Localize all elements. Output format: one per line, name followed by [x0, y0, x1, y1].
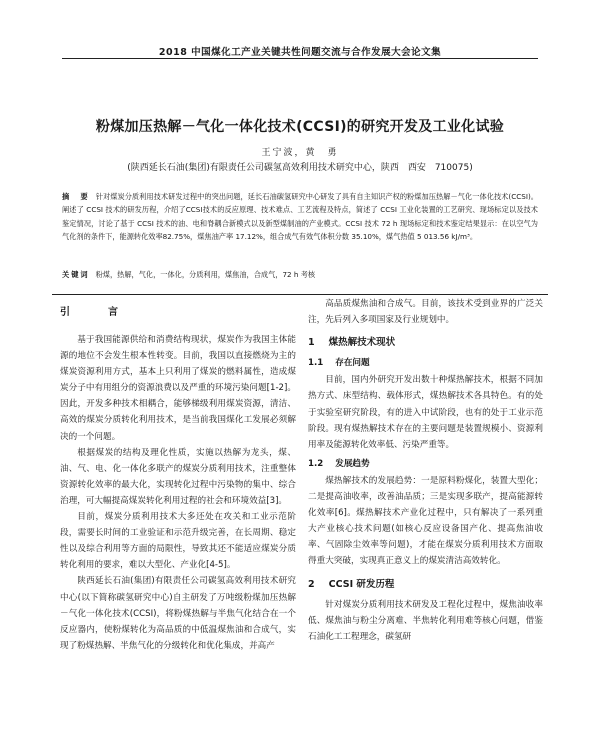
paper-title: 粉煤加压热解－气化一体化技术(CCSI)的研究开发及工业化试验 — [95, 119, 505, 135]
section-title: CCSI 研发历程 — [328, 578, 395, 590]
affiliation: (陕西延长石油(集团)有限责任公司碳氢高效利用技术研究中心，陕西 西安 710075) — [127, 163, 473, 173]
left-column — [60, 332, 296, 654]
subsection-title: 发展趋势 — [335, 458, 370, 469]
paragraph: 基于我国能源供给和消费结构现状，煤炭作为我国主体能源的地位不会发生根本性转变。目前，我国以直接燃烧为主的煤炭资源利用方式，基本上只利用了煤炭的燃料属性，造成煤炭分子中有用组分的资源浪费以及严重的环境污染问题[1-2]。因此，开发多种技术相耦合，能够梯级利用煤炭资源，清洁、高效的煤炭分质转化利用技术，是当前我国煤化工发展必须解决的一个问题。 — [60, 335, 296, 442]
paragraph: 陕西延长石油(集团)有限责任公司碳氢高效利用技术研究中心(以下简称碳氢研究中心)自主研发了万吨级粉煤加压热解－气化一体化技术(CCSI)，将粉煤热解与半焦气化结合在一个反应器内，使粉煤转化为高品质的中低温煤焦油和合成气，实现了粉煤热解、半焦气化的分级转化和优化集成，并高产 — [60, 576, 296, 651]
section-number: 1 — [308, 337, 315, 349]
subsection-title: 存在问题 — [335, 358, 370, 369]
authors: 王宁波，黄 勇 — [261, 148, 339, 158]
section-heading-1 — [308, 335, 543, 351]
subsection-number: 1.1 — [308, 358, 324, 369]
section-number: 2 — [308, 578, 315, 590]
right-column — [308, 296, 543, 645]
section-heading-2 — [308, 577, 543, 593]
abstract — [62, 190, 538, 244]
paragraph: 煤热解技术的发展趋势：一是原料粉煤化，装置大型化；二是提高油收率，改善油品质；三是实现多联产，提高能源转化效率[6]。煤热解技术产业化过程中，只有解决了一系列重大产业核心技术问题(如核心反应设备国产化、提高焦油收率、气固除尘效率等问题)，才能在煤炭分质利用技术方面取得重大突破，实现真正意义上的煤炭清洁高效转化。 — [308, 475, 543, 567]
keywords — [62, 268, 538, 281]
paragraph: 针对煤炭分质利用技术研发及工程化过程中，煤焦油收率低、煤焦油与粉尘分离难、半焦转化利用难等核心问题，借鉴石油化工工程理念，碳氢研 — [308, 599, 543, 642]
section-title: 煤热解技术现状 — [328, 337, 396, 349]
abstract-label: 摘 要 — [62, 192, 90, 201]
paragraph: 根据煤炭的结构及理化性质，实施以热解为龙头，煤、油、气、电、化一体化多联产的煤炭分质利用技术，注重整体资源转化效率的最大化，实现转化过程中污染物的集中、综合治理，可大幅提高煤炭转化利用过程的社会和环境效益[3]。 — [60, 447, 296, 506]
abstract-rule — [52, 294, 548, 295]
paragraph: 目前，国内外研究开发出数十种煤热解技术，根据不同加热方式、床型结构、载体形式，煤热解技术各具特色。有的处于实验室研究阶段，有的进入中试阶段，也有的处于工业示范阶段。现有煤热解技术存在的主要问题是装置规模小、资源利用率及能源转化效率低、污染严重等。 — [308, 375, 543, 450]
running-header: 2018 中国煤化工产业关键共性问题交流与合作发展大会论文集 — [158, 47, 442, 58]
abstract-text: 针对煤炭分质利用技术研发过程中的突出问题，延长石油碳氢研究中心研发了具有自主知识产权的粉煤加压热解－气化一体化技术(CCSI)。阐述了 CCSI 技术的研发历程，介绍了CCSI技术的反应原理、技术难点、工艺流程及特点，简述了 CCSI 工业化装置的工艺研究、现场标定以及技术鉴定情况，讨论了基于 CCSI 技术的油、电和脊耦合新模式以及新型煤制油的产业模式。CCSI 技术 72 h 现场标定和技术鉴定结果显示：在以空气为气化剂的条件下，能源转化效率82.75%，煤焦油产率 17.12%，组合成气有效气体积分数 35.10%，煤气热值 5 013.56 kJ/m³。 — [62, 192, 538, 242]
keywords-label: 关键词 — [62, 270, 90, 279]
section-heading-intro: 引 言 — [60, 307, 132, 318]
subsection-number: 1.2 — [308, 458, 324, 469]
subsection-heading-1-1 — [308, 355, 543, 371]
paragraph: 目前，煤炭分质利用技术大多还处在攻关和工业示范阶段，需要长时间的工业验证和示范升级完善，在长周期、稳定性以及综合利用等方面的局限性，导致其还不能适应煤炭分质转化利用的要求，难以大型化、产业化[4-5]。 — [60, 512, 296, 571]
paragraph: 高品质煤焦油和合成气。目前，该技术受到业界的广泛关注，先后列入多项国家及行业规划中。 — [308, 299, 543, 326]
header-rule — [62, 58, 538, 59]
keywords-text: 粉煤，热解，气化，一体化，分质利用，煤焦油，合成气，72 h 考核 — [95, 270, 316, 279]
subsection-heading-1-2 — [308, 456, 543, 472]
